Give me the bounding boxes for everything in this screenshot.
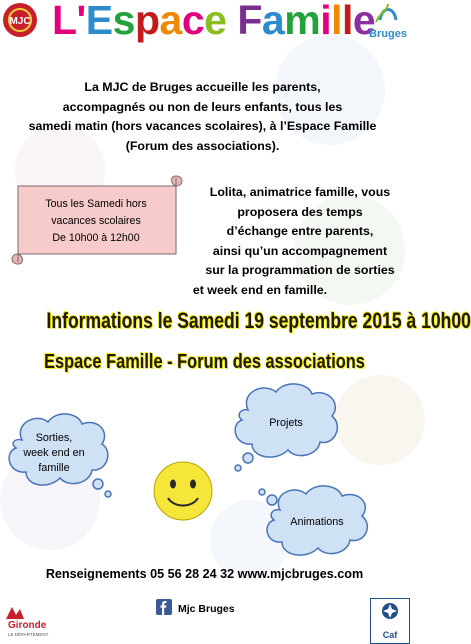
lolita-line: proposera des temps <box>237 204 363 219</box>
intro-line: La MJC de Bruges accueille les parents, <box>84 80 321 94</box>
bruges-logo-text: Bruges <box>369 28 407 40</box>
facebook-link[interactable]: Mjc Bruges <box>178 603 235 615</box>
title-letter: m <box>284 0 321 43</box>
title-letter: e <box>352 0 376 43</box>
lolita-line: d’échange entre parents, <box>226 224 374 238</box>
title-letter: p <box>134 0 160 43</box>
gironde-logo <box>2 605 64 641</box>
contact-info: Renseignements 05 56 28 24 32 www.mjcbruges.com <box>45 567 364 581</box>
title-letter <box>226 0 237 42</box>
smiley-face-icon <box>152 460 214 522</box>
lolita-paragraph <box>120 183 400 300</box>
title-letter: a <box>261 0 285 43</box>
title-letter: i <box>320 0 332 43</box>
title-letter: a <box>159 0 182 43</box>
lolita-line: sur la programmation de sorties <box>205 263 395 277</box>
schedule-line: De 10h00 à 12h00 <box>52 232 140 244</box>
title-letter: F <box>237 0 262 43</box>
title-letter: l <box>342 0 353 43</box>
cloud-outings-text <box>6 431 102 476</box>
info-location-banner: Espace Famille - Forum des associations <box>44 350 365 373</box>
facebook-icon[interactable] <box>156 599 172 615</box>
intro-line: accompagnés ou non de leurs enfants, tous les <box>62 99 343 114</box>
lolita-line: Lolita, animatrice famille, vous <box>209 185 391 199</box>
cloud-line: week end en <box>23 447 85 459</box>
page-title <box>52 0 376 43</box>
cloud-activities-text: Animations <box>290 516 344 528</box>
mjc-logo-text: MJC <box>9 16 31 27</box>
lolita-line: ainsi qu’un accompagnement <box>212 243 388 258</box>
caf-logo-text: Caf <box>382 630 398 640</box>
lolita-line: et week end en famille. <box>192 282 328 297</box>
title-letter: L <box>52 0 77 43</box>
cloud-line: famille <box>38 462 70 474</box>
title-letter: E <box>85 0 113 43</box>
intro-line: samedi matin (hors vacances scolaires), à l’Espace Famille <box>28 119 377 133</box>
intro-paragraph <box>10 78 395 156</box>
gironde-logo-text: Gironde <box>8 620 47 631</box>
schedule-line: vacances scolaires <box>51 215 141 227</box>
caf-logo <box>370 598 410 644</box>
bruges-logo <box>368 2 408 38</box>
intro-line: (Forum des associations). <box>125 138 280 153</box>
title-letter: e <box>204 0 227 43</box>
title-letter: l <box>331 0 342 43</box>
info-date-banner: Informations le Samedi 19 septembre 2015 à 10h00 <box>46 308 471 333</box>
schedule-line: Tous les Samedi hors <box>45 198 147 210</box>
mjc-logo <box>0 0 40 40</box>
cloud-projects-text: Projets <box>269 417 303 429</box>
title-letter: s <box>112 0 135 43</box>
title-letter: ' <box>76 0 86 43</box>
title-letter: c <box>181 0 205 43</box>
cloud-line: Sorties, <box>35 432 73 444</box>
gironde-logo-subtext: LE DÉPARTEMENT <box>8 632 49 637</box>
